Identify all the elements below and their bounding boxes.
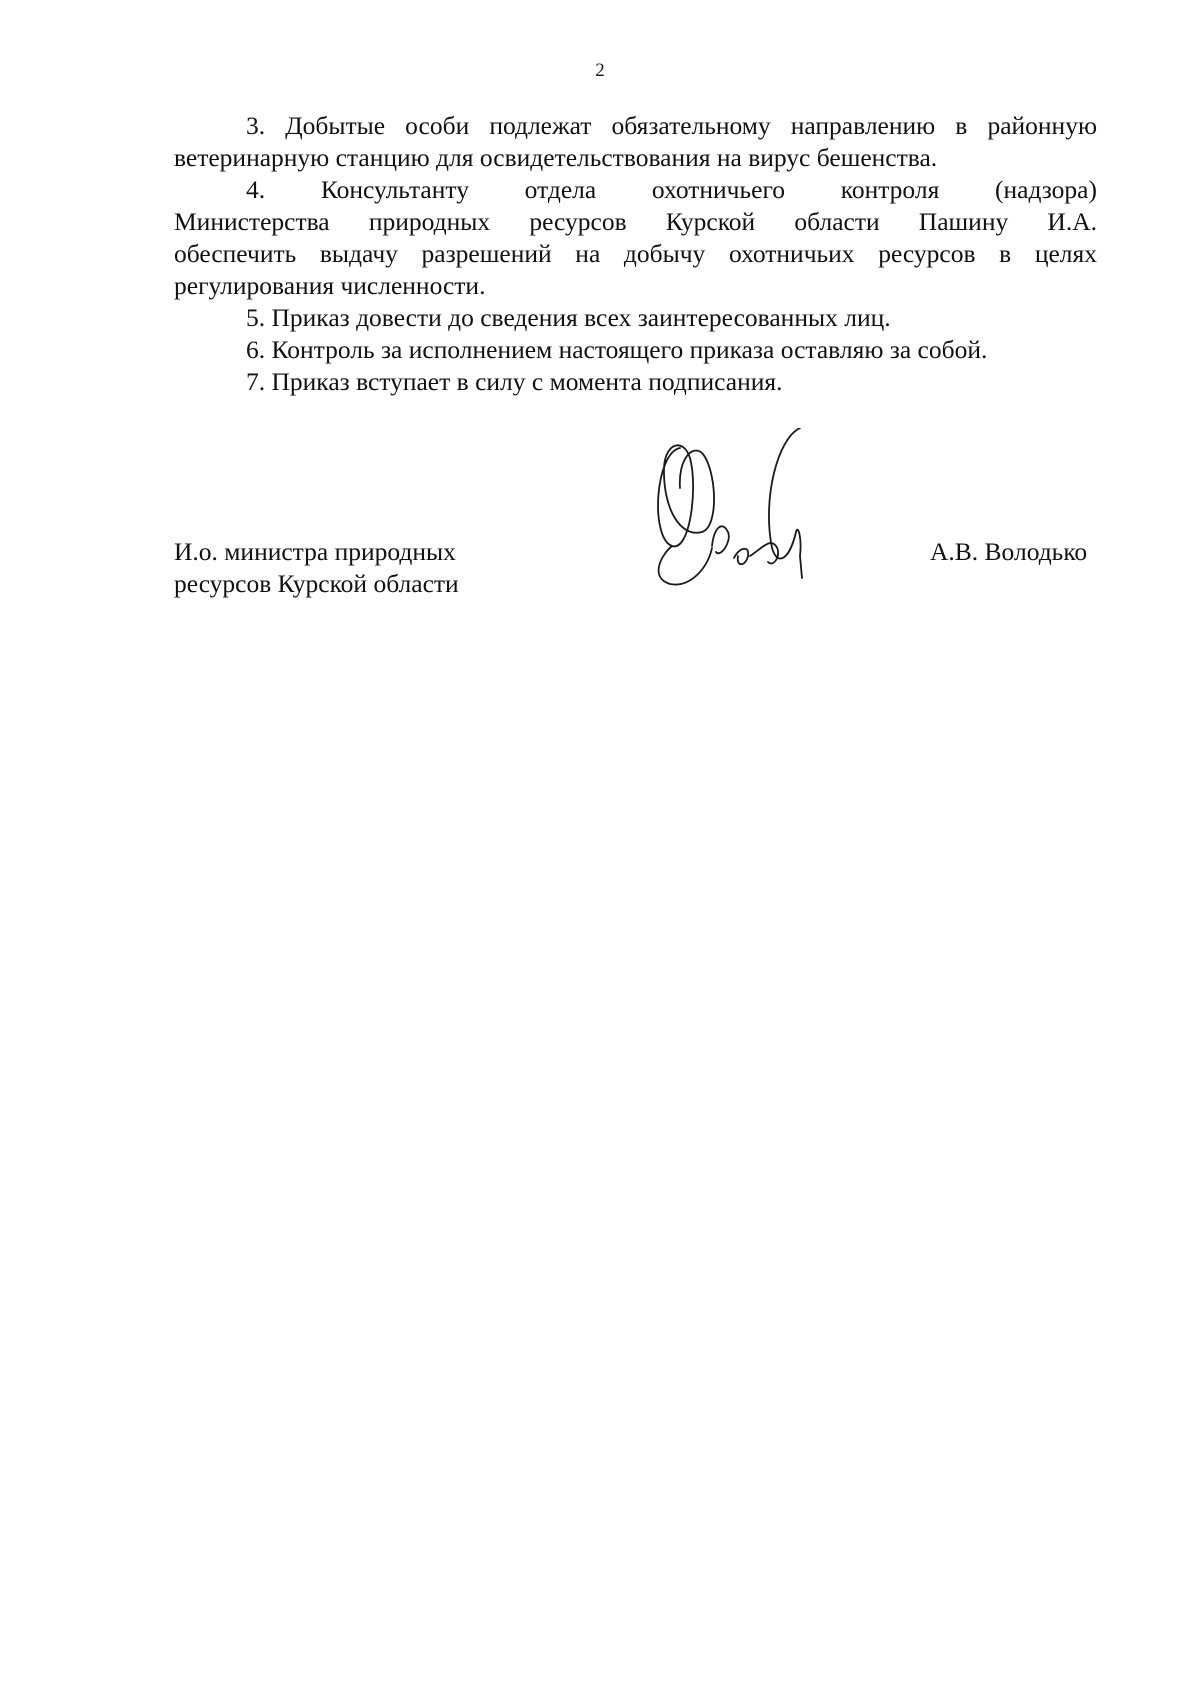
paragraph-4-line-3: обеспечить выдачу разрешений на добычу охотничьих ресурсов в целях: [174, 239, 1097, 268]
paragraph-5: 5. Приказ довести до сведения всех заинтересованных лиц.: [246, 303, 891, 332]
paragraph-3-line-1: 3. Добытые особи подлежат обязательному направлению в районную: [246, 111, 1097, 140]
handwritten-signature-icon: [650, 428, 860, 608]
paragraph-6: 6. Контроль за исполнением настоящего приказа оставляю за собой.: [246, 335, 988, 364]
paragraph-7: 7. Приказ вступает в силу с момента подписания.: [246, 367, 783, 396]
paragraph-3-line-2: ветеринарную станцию для освидетельствования на вирус бешенства.: [174, 143, 938, 172]
signatory-position-line-2: ресурсов Курской области: [174, 569, 459, 598]
signatory-position: [174, 536, 514, 600]
paragraph-4-line-4: регулирования численности.: [174, 271, 486, 300]
page-number: 2: [595, 60, 605, 81]
signatory-name: А.В. Володько: [930, 537, 1088, 566]
signatory-position-line-1: И.о. министра природных: [174, 537, 456, 566]
paragraph-4-line-1: 4. Консультанту отдела охотничьего контроля (надзора): [246, 175, 1097, 204]
paragraph-4-line-2: Министерства природных ресурсов Курской области Пашину И.А.: [174, 207, 1097, 236]
order-body: [174, 110, 1097, 398]
